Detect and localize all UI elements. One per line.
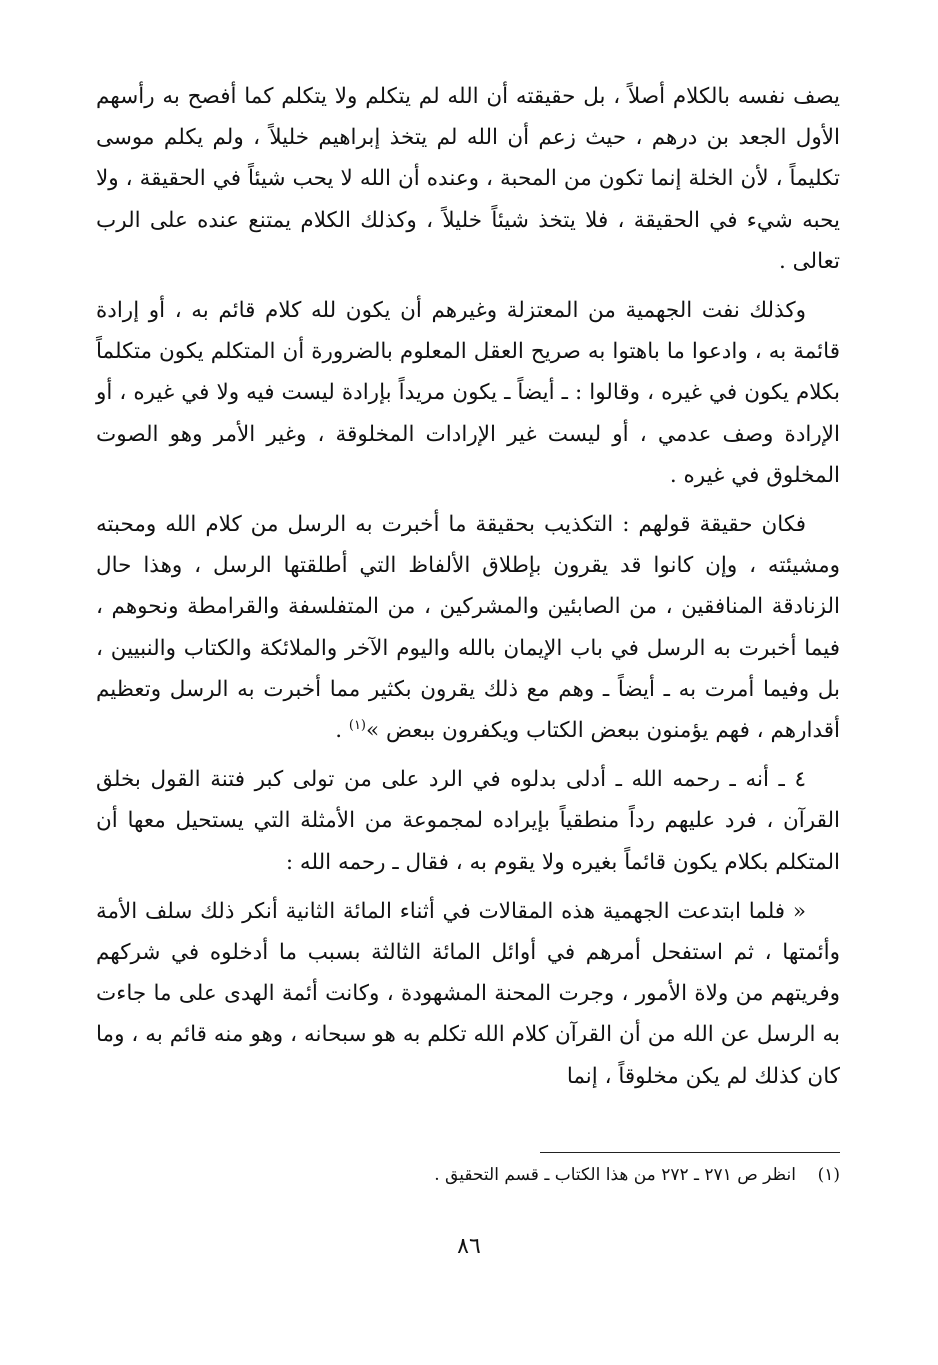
paragraph-2: وكذلك نفت الجهمية من المعتزلة وغيرهم أن يكون لله كلام قائم به ، أو إرادة قائمة به ، وادعوا ما باهتوا به صريح العقل المعلوم بالضرورة أن المتكلم يكون متكلماً بكلام يكون في غيره ، وقالوا : ـ أيضاً ـ يكون مريداً بإرادة ليست فيه ولا في غيره ، أو الإرادة وصف عدمي ، أو ليست غير الإرادات المخلوقة ، وغير الأمر وهو الصوت المخلوق في غيره . — [96, 298, 840, 488]
footnote-divider — [540, 1152, 840, 1153]
footnote-number: (١) — [817, 1165, 840, 1185]
footnote-reference: (١) — [348, 717, 366, 733]
footnote — [96, 1160, 840, 1190]
paragraph-3-tail: . — [335, 718, 349, 744]
page-number: ٨٦ — [457, 1234, 481, 1259]
paragraph-3-text: فكان حقيقة قولهم : التكذيب بحقيقة ما أخبرت به الرسل من كلام الله ومحبته ومشيئته ، وإن كانوا قد يقرون بإطلاق الألفاظ التي أطلقتها الرسل ، وهذا حال الزنادقة المنافقين ، من الصابئين والمشركين ، من المتفلسفة والقرامطة ونحوهم ، فيما أخبرت به الرسل في باب الإيمان بالله واليوم الآخر والملائكة والكتاب والنبيين ، بل وفيما أمرت به ـ أيضاً ـ وهم مع ذلك يقرون بكثير مما أخبرت به الرسل وتعظيم أقدارهم ، فهم يؤمنون ببعض الكتاب ويكفرون ببعض » — [96, 512, 840, 744]
paragraph-3 — [96, 504, 840, 751]
paragraph-4: ٤ ـ أنه ـ رحمه الله ـ أدلى بدلوه في الرد على من تولى كبر فتنة القول بخلق القرآن ، فرد عليهم رداً منطقياً بإيراده لمجموعة من الأمثلة التي يستحيل معها أن المتكلم بكلام يكون قائماً بغيره ولا يقوم به ، فقال ـ رحمه الله : — [96, 767, 840, 875]
paragraph-5: « فلما ابتدعت الجهمية هذه المقالات في أثناء المائة الثانية أنكر ذلك سلف الأمة وأئمتها ، ثم استفحل أمرهم في أوائل المائة الثالثة بسبب ما أدخلوه في شركهم وفريتهم من ولاة الأمور ، وجرت المحنة المشهودة ، وكانت أئمة الهدى على ما جاءت به الرسل عن الله من أن القرآن كلام الله تكلم به هو سبحانه ، وهو منه قائم به ، وما كان كذلك لم يكن مخلوقاً ، إنما — [96, 898, 840, 1089]
footnote-text: انظر ص ٢٧١ ـ ٢٧٢ من هذا الكتاب ـ قسم التحقيق . — [434, 1165, 796, 1185]
page-body — [96, 76, 840, 1105]
paragraph-1: يصف نفسه بالكلام أصلاً ، بل حقيقته أن الله لم يتكلم ولا يتكلم كما أفصح به رأسهم الأول الجعد بن درهم ، حيث زعم أن الله لم يتخذ إبراهيم خليلاً ، ولم يكلم موسى تكليماً ، لأن الخلة إنما تكون من المحبة ، وعنده أن الله لا يحب شيئاً في الحقيقة ، ولا يحبه شيء في الحقيقة ، فلا يتخذ شيئاً خليلاً ، وكذلك الكلام يمتنع عنده على الرب تعالى . — [96, 84, 840, 274]
